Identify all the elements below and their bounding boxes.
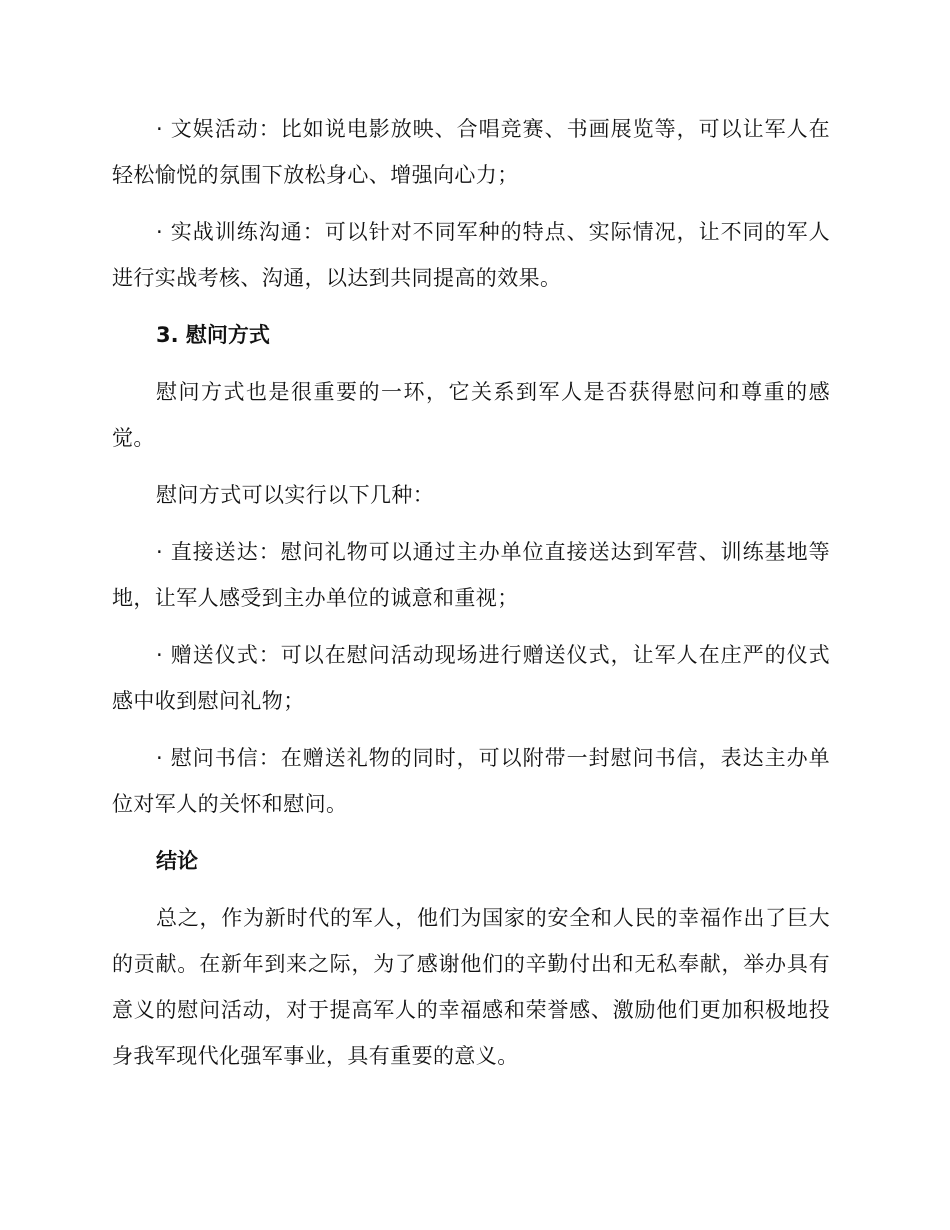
bullet-direct-delivery: · 直接送达：慰问礼物可以通过主办单位直接送达到军营、训练基地等地，让军人感受到主办单位的诚意和重视； xyxy=(112,540,830,610)
bullet-entertainment-activities: · 文娱活动：比如说电影放映、合唱竞赛、书画展览等，可以让军人在轻松愉悦的氛围下放松身心、增强向心力； xyxy=(112,117,830,187)
bullet-gift-ceremony: · 赠送仪式：可以在慰问活动现场进行赠送仪式，让军人在庄严的仪式感中收到慰问礼物； xyxy=(112,643,830,713)
paragraph-condolence-options-intro: 慰问方式可以实行以下几种： xyxy=(156,483,435,507)
paragraph-condolence-importance: 慰问方式也是很重要的一环，它关系到军人是否获得慰问和尊重的感觉。 xyxy=(112,380,830,450)
document-body xyxy=(112,106,830,1090)
paragraph-conclusion: 总之，作为新时代的军人，他们为国家的安全和人民的幸福作出了巨大的贡献。在新年到来之际，为了感谢他们的辛勤付出和无私奉献，举办具有意义的慰问活动，对于提高军人的幸福感和荣誉感、激励他们更加积极地投身我军现代化强军事业，具有重要的意义。 xyxy=(112,906,830,1068)
section-heading-conclusion: 结论 xyxy=(156,849,198,873)
section-heading-condolence-methods: 3. 慰问方式 xyxy=(156,323,270,347)
bullet-combat-training-communication: · 实战训练沟通：可以针对不同军种的特点、实际情况，让不同的军人进行实战考核、沟通，以达到共同提高的效果。 xyxy=(112,220,830,290)
bullet-condolence-letter: · 慰问书信：在赠送礼物的同时，可以附带一封慰问书信，表达主办单位对军人的关怀和慰问。 xyxy=(112,746,830,816)
